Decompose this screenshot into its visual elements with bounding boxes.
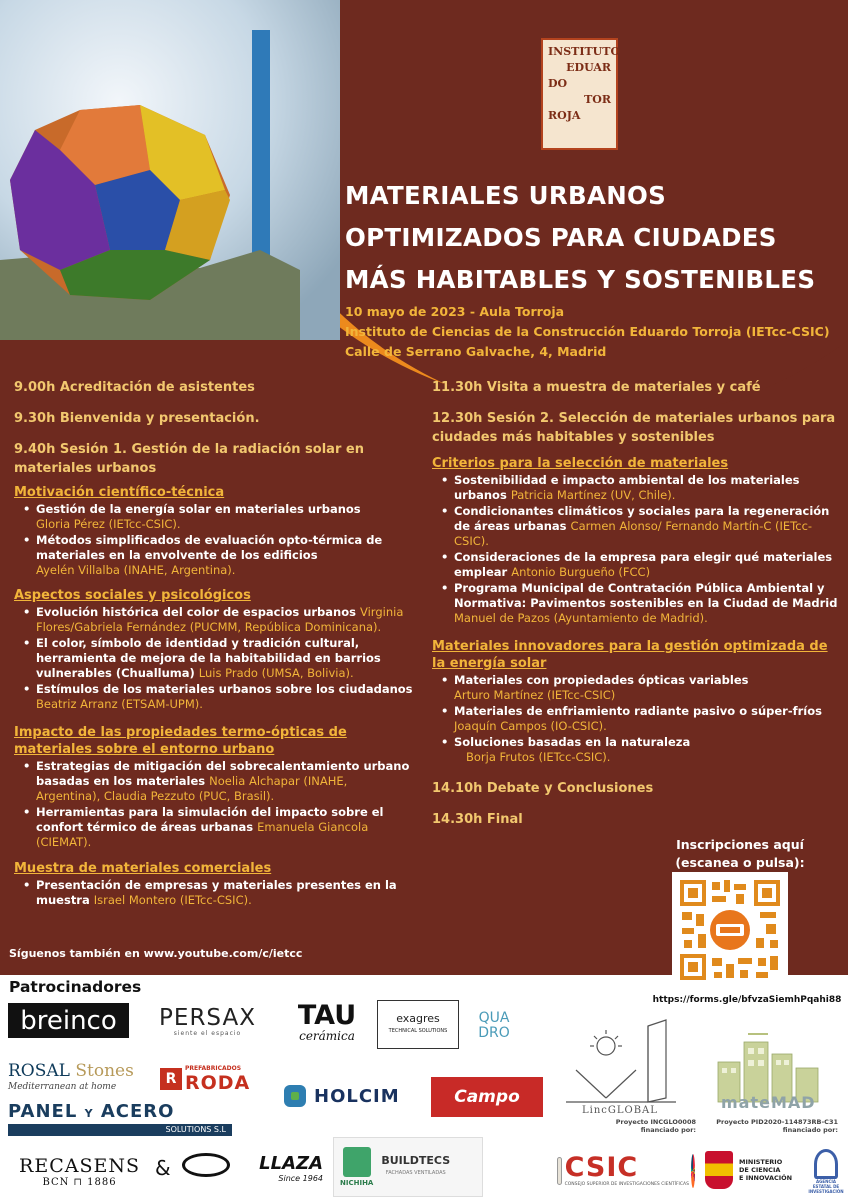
section-heading: Aspectos sociales y psicológicos (14, 588, 251, 603)
buildtecs-wordmark: BUILDTECS (381, 1154, 451, 1167)
ministerio-text (739, 1158, 792, 1182)
talk-item (432, 504, 840, 549)
project-credit-1 (611, 1118, 696, 1134)
talk-list (14, 759, 414, 850)
rosal-word: ROSAL (8, 1061, 70, 1081)
llaza-wordmark: LLAZA (259, 1153, 323, 1174)
ministerio-line: DE CIENCIA (739, 1166, 781, 1174)
institute-logo-line: DO (548, 77, 568, 90)
schedule-item: 9.30h Bienvenida y presentación. (14, 411, 260, 426)
quadro-line: QUA (478, 1010, 510, 1026)
project-code: Proyecto PID2020-114873RB-C31 (716, 1118, 838, 1126)
exagres-subtitle: TECHNICAL SOLUTIONS (388, 1027, 448, 1034)
talk-item (432, 581, 840, 626)
sculpture-photo (0, 0, 340, 340)
schedule-item: 9.40h Sesión 1. Gestión de la radiación solar en materiales urbanos (14, 442, 364, 476)
event-institute: Instituto de Ciencias de la Construcción Eduardo Torroja (IETcc-CSIC) (345, 324, 830, 339)
talk-speaker: Virginia Flores/Gabriela Fernández (PUCMM, República Dominicana). (36, 605, 404, 634)
project-funded: financiado por: (640, 1126, 696, 1134)
talk-list (14, 605, 414, 712)
talk-speaker: Patricia Martínez (UV, Chile). (510, 488, 676, 502)
ministerio-line: E INNOVACIÓN (739, 1174, 793, 1182)
llaza-subtitle: Since 1964 (278, 1174, 323, 1183)
registration-title (660, 836, 820, 872)
nichiha-buildtecs-logo (333, 1137, 483, 1197)
ampersand: & (155, 1156, 171, 1180)
talk-title: Herramientas para la simulación del impacto sobre el confort térmico de áreas urbanas (36, 805, 384, 834)
schedule-item: 14.30h Final (432, 812, 523, 827)
talk-speaker: Antonio Burgueño (FCC) (511, 565, 651, 579)
talk-title: Evolución histórica del color de espacios urbanos (36, 605, 356, 619)
tau-wordmark: TAU (297, 1000, 357, 1031)
aei-logo (808, 1146, 844, 1196)
section-heading: Materiales innovadores para la gestión optimizada de la energía solar (432, 639, 828, 671)
holcim-logo (284, 1079, 424, 1113)
talk-list (432, 673, 840, 765)
program-left-column (14, 378, 414, 909)
qr-code-icon (678, 878, 782, 982)
talk-speaker: Carmen Alonso/ Fernando Martín-C (IETcc-CSIC). (454, 519, 813, 548)
talk-title: Programa Municipal de Contratación Pública Ambiental y Normativa: Pavimentos sostenibles en la Ciudad de Madrid (454, 581, 838, 610)
project-code: Proyecto INCGLO0008 (615, 1118, 696, 1126)
rosal-stones-logo (8, 1057, 148, 1097)
lincglobal-label: LincGLOBAL (582, 1105, 658, 1116)
title-line-3: MÁS HABITABLES Y SOSTENIBLES (345, 265, 816, 294)
title-line-2: OPTIMIZADOS PARA CIUDADES (345, 223, 777, 252)
roda-logo (160, 1060, 272, 1098)
quadro-logo (468, 1001, 520, 1051)
talk-list (14, 878, 414, 908)
talk-title: El color, símbolo de identidad y tradición cultural, herramienta de mejora de la habitabilidad en barrios vulnerables (Chualluma) (36, 636, 381, 680)
talk-speaker: Arturo Martínez (IETcc-CSIC) (454, 688, 616, 702)
persax-wordmark: PERSAX (159, 1004, 256, 1031)
stones-word: Stones (75, 1061, 134, 1081)
panel-acero-logo (8, 1102, 232, 1136)
talk-item (14, 878, 414, 908)
institute-logo (541, 38, 621, 150)
talk-item (432, 473, 840, 503)
event-title (345, 175, 840, 301)
title-line-1: MATERIALES URBANOS (345, 181, 667, 210)
talk-speaker: Israel Montero (IETcc-CSIC). (93, 893, 252, 907)
sdg-wheel-icon (691, 1154, 695, 1188)
quadro-line: DRO (478, 1025, 510, 1041)
talk-item (432, 673, 840, 703)
talk-title: Condicionantes climáticos y sociales para la regeneración de áreas urbanas (454, 504, 830, 533)
acero-word: ACERO (100, 1101, 175, 1122)
talk-speaker: Emanuela Giancola (CIEMAT). (36, 820, 369, 849)
talk-title: Soluciones basadas en la naturaleza (454, 735, 691, 749)
holcim-mark-icon (284, 1085, 306, 1107)
institute-logo-line: TOR (584, 93, 611, 106)
talk-item (14, 605, 414, 635)
panel-y: Y (84, 1107, 94, 1120)
talk-speaker: Borja Frutos (IETcc-CSIC). (466, 750, 611, 764)
registration-qr-code[interactable] (672, 872, 788, 988)
talk-title: Materiales con propiedades ópticas variables (454, 673, 749, 687)
talk-speaker: Gloria Pérez (IETcc-CSIC). (36, 517, 181, 531)
talk-title: Métodos simplificados de evaluación opto-térmica de materiales en la envolvente de los edificios (36, 533, 383, 562)
exagres-wordmark: exagres (396, 1011, 440, 1025)
roda-mark-icon: R (160, 1068, 182, 1090)
breinco-logo: breinco (8, 1003, 129, 1038)
talk-title: Presentación de empresas y materiales presentes en la muestra (36, 878, 397, 907)
talk-title: Estímulos de los materiales urbanos sobre los ciudadanos (36, 682, 413, 696)
talk-item (432, 704, 840, 734)
event-address: Calle de Serrano Galvache, 4, Madrid (345, 344, 607, 359)
aei-mark-icon (814, 1149, 838, 1179)
csic-text (565, 1154, 689, 1188)
talk-item (14, 759, 414, 804)
llaza-oval-icon (182, 1153, 230, 1177)
ministerio-logo (705, 1146, 805, 1194)
csic-subtitle: CONSEJO SUPERIOR DE INVESTIGACIONES CIENTÍFICAS (564, 1182, 689, 1187)
roda-wordmark: RODA (185, 1072, 251, 1094)
tau-subtitle: cerámica (299, 1029, 355, 1043)
aei-line: INVESTIGACIÓN (808, 1188, 844, 1194)
project-credit-2 (711, 1118, 838, 1134)
nichiha-wordmark: NICHIHA (340, 1179, 374, 1187)
talk-speaker: Beatriz Arranz (ETSAM-UPM). (36, 697, 203, 711)
talk-speaker: Joaquín Campos (IO-CSIC). (454, 719, 607, 733)
aei-line: AGENCIA (816, 1178, 836, 1184)
project-funded: financiado por: (782, 1126, 838, 1134)
institute-logo-line: EDUAR (566, 61, 611, 74)
institute-logo-line: INSTITUTO (548, 45, 621, 58)
ministerio-line: MINISTERIO (739, 1158, 783, 1166)
institute-logo-line: ROJA (548, 109, 581, 122)
talk-list (14, 502, 414, 578)
roda-text (185, 1065, 250, 1093)
talk-title: Consideraciones de la empresa para elegir qué materiales emplear (454, 550, 833, 579)
spain-coat-of-arms-icon (705, 1151, 733, 1189)
event-details (345, 302, 840, 362)
talk-item (14, 805, 414, 850)
talk-title: Gestión de la energía solar en materiales urbanos (36, 502, 361, 516)
talk-title: Sostenibilidad e impacto ambiental de los materiales urbanos (454, 473, 800, 502)
panel-acero-wordmark (8, 1102, 174, 1124)
registration-title-line: Inscripciones aquí (676, 837, 804, 852)
buildtecs-subtitle: FACHADAS VENTILADAS (385, 1170, 446, 1176)
exagres-logo (377, 1000, 459, 1049)
talk-item (14, 533, 414, 578)
campo-logo: Campo (431, 1077, 543, 1117)
talk-title: Estrategias de mitigación del sobrecalentamiento urbano basadas en los materiales (36, 759, 410, 788)
recasens-logo (12, 1150, 147, 1194)
rosal-wordmark (8, 1061, 134, 1081)
talk-speaker: Ayelén Villalba (INAHE, Argentina). (36, 563, 236, 577)
section-heading: Motivación científico-técnica (14, 485, 225, 500)
csic-logo (557, 1148, 695, 1194)
holcim-wordmark: HOLCIM (314, 1085, 400, 1107)
csic-wordmark: CSIC (564, 1152, 639, 1183)
sculpture-illustration (0, 0, 340, 340)
schedule-item: 12.30h Sesión 2. Selección de materiales urbanos para ciudades más habitables y sostenibles (432, 411, 836, 445)
talk-speaker: Luis Prado (UMSA, Bolivia). (198, 666, 354, 680)
recasens-wordmark: RECASENS (19, 1155, 140, 1177)
csic-seal-icon (557, 1157, 562, 1185)
talk-list (432, 473, 840, 626)
schedule-item: 14.10h Debate y Conclusiones (432, 781, 654, 796)
talk-item (432, 735, 840, 765)
roda-top: PREFABRICADOS (185, 1065, 242, 1072)
persax-logo (150, 1004, 265, 1039)
panel-acero-subtitle: SOLUTIONS S.L (8, 1124, 232, 1136)
aei-line: ESTATAL DE (812, 1183, 840, 1189)
program-right-column (432, 378, 840, 841)
matemad-label: mateMAD (721, 1093, 816, 1112)
persax-tagline: siente el espacio (173, 1029, 242, 1037)
recasens-subtitle: BCN ⊓ 1886 (42, 1177, 117, 1188)
talk-item (14, 636, 414, 681)
talk-title: Materiales de enfriamiento radiante pasivo o súper-fríos (454, 704, 822, 718)
section-heading: Muestra de materiales comerciales (14, 861, 272, 876)
talk-speaker: Manuel de Pazos (Ayuntamiento de Madrid). (454, 611, 708, 625)
registration-title-line: (escanea o pulsa): (675, 855, 805, 870)
talk-item (14, 682, 414, 712)
nichiha-mark-icon (343, 1147, 371, 1177)
talk-item (432, 550, 840, 580)
talk-item (14, 502, 414, 532)
schedule-item: 9.00h Acreditación de asistentes (14, 380, 255, 395)
talk-speaker: Noelia Alchapar (INAHE, Argentina), Claudia Pezzuto (PUC, Brasil). (36, 774, 348, 803)
rosal-tagline: Mediterranean at home (8, 1082, 117, 1092)
registration-url-link[interactable]: https://forms.gle/bfvzaSiemhPqahi88 (652, 995, 842, 1005)
nichiha-logo (340, 1147, 373, 1187)
sponsors-title: Patrocinadores (9, 978, 142, 996)
section-heading: Criterios para la selección de materiales (432, 456, 729, 471)
buildtecs-logo (381, 1155, 450, 1179)
panel-word: PANEL (8, 1101, 78, 1122)
schedule-item: 11.30h Visita a muestra de materiales y café (432, 380, 761, 395)
youtube-link[interactable]: Síguenos también en www.youtube.com/c/ietcc (9, 947, 303, 960)
tau-logo (287, 998, 367, 1048)
llaza-logo (178, 1148, 323, 1190)
event-date: 10 mayo de 2023 - Aula Torroja (345, 304, 565, 319)
section-heading: Impacto de las propiedades termo-ópticas de materiales sobre el entorno urbano (14, 725, 347, 757)
